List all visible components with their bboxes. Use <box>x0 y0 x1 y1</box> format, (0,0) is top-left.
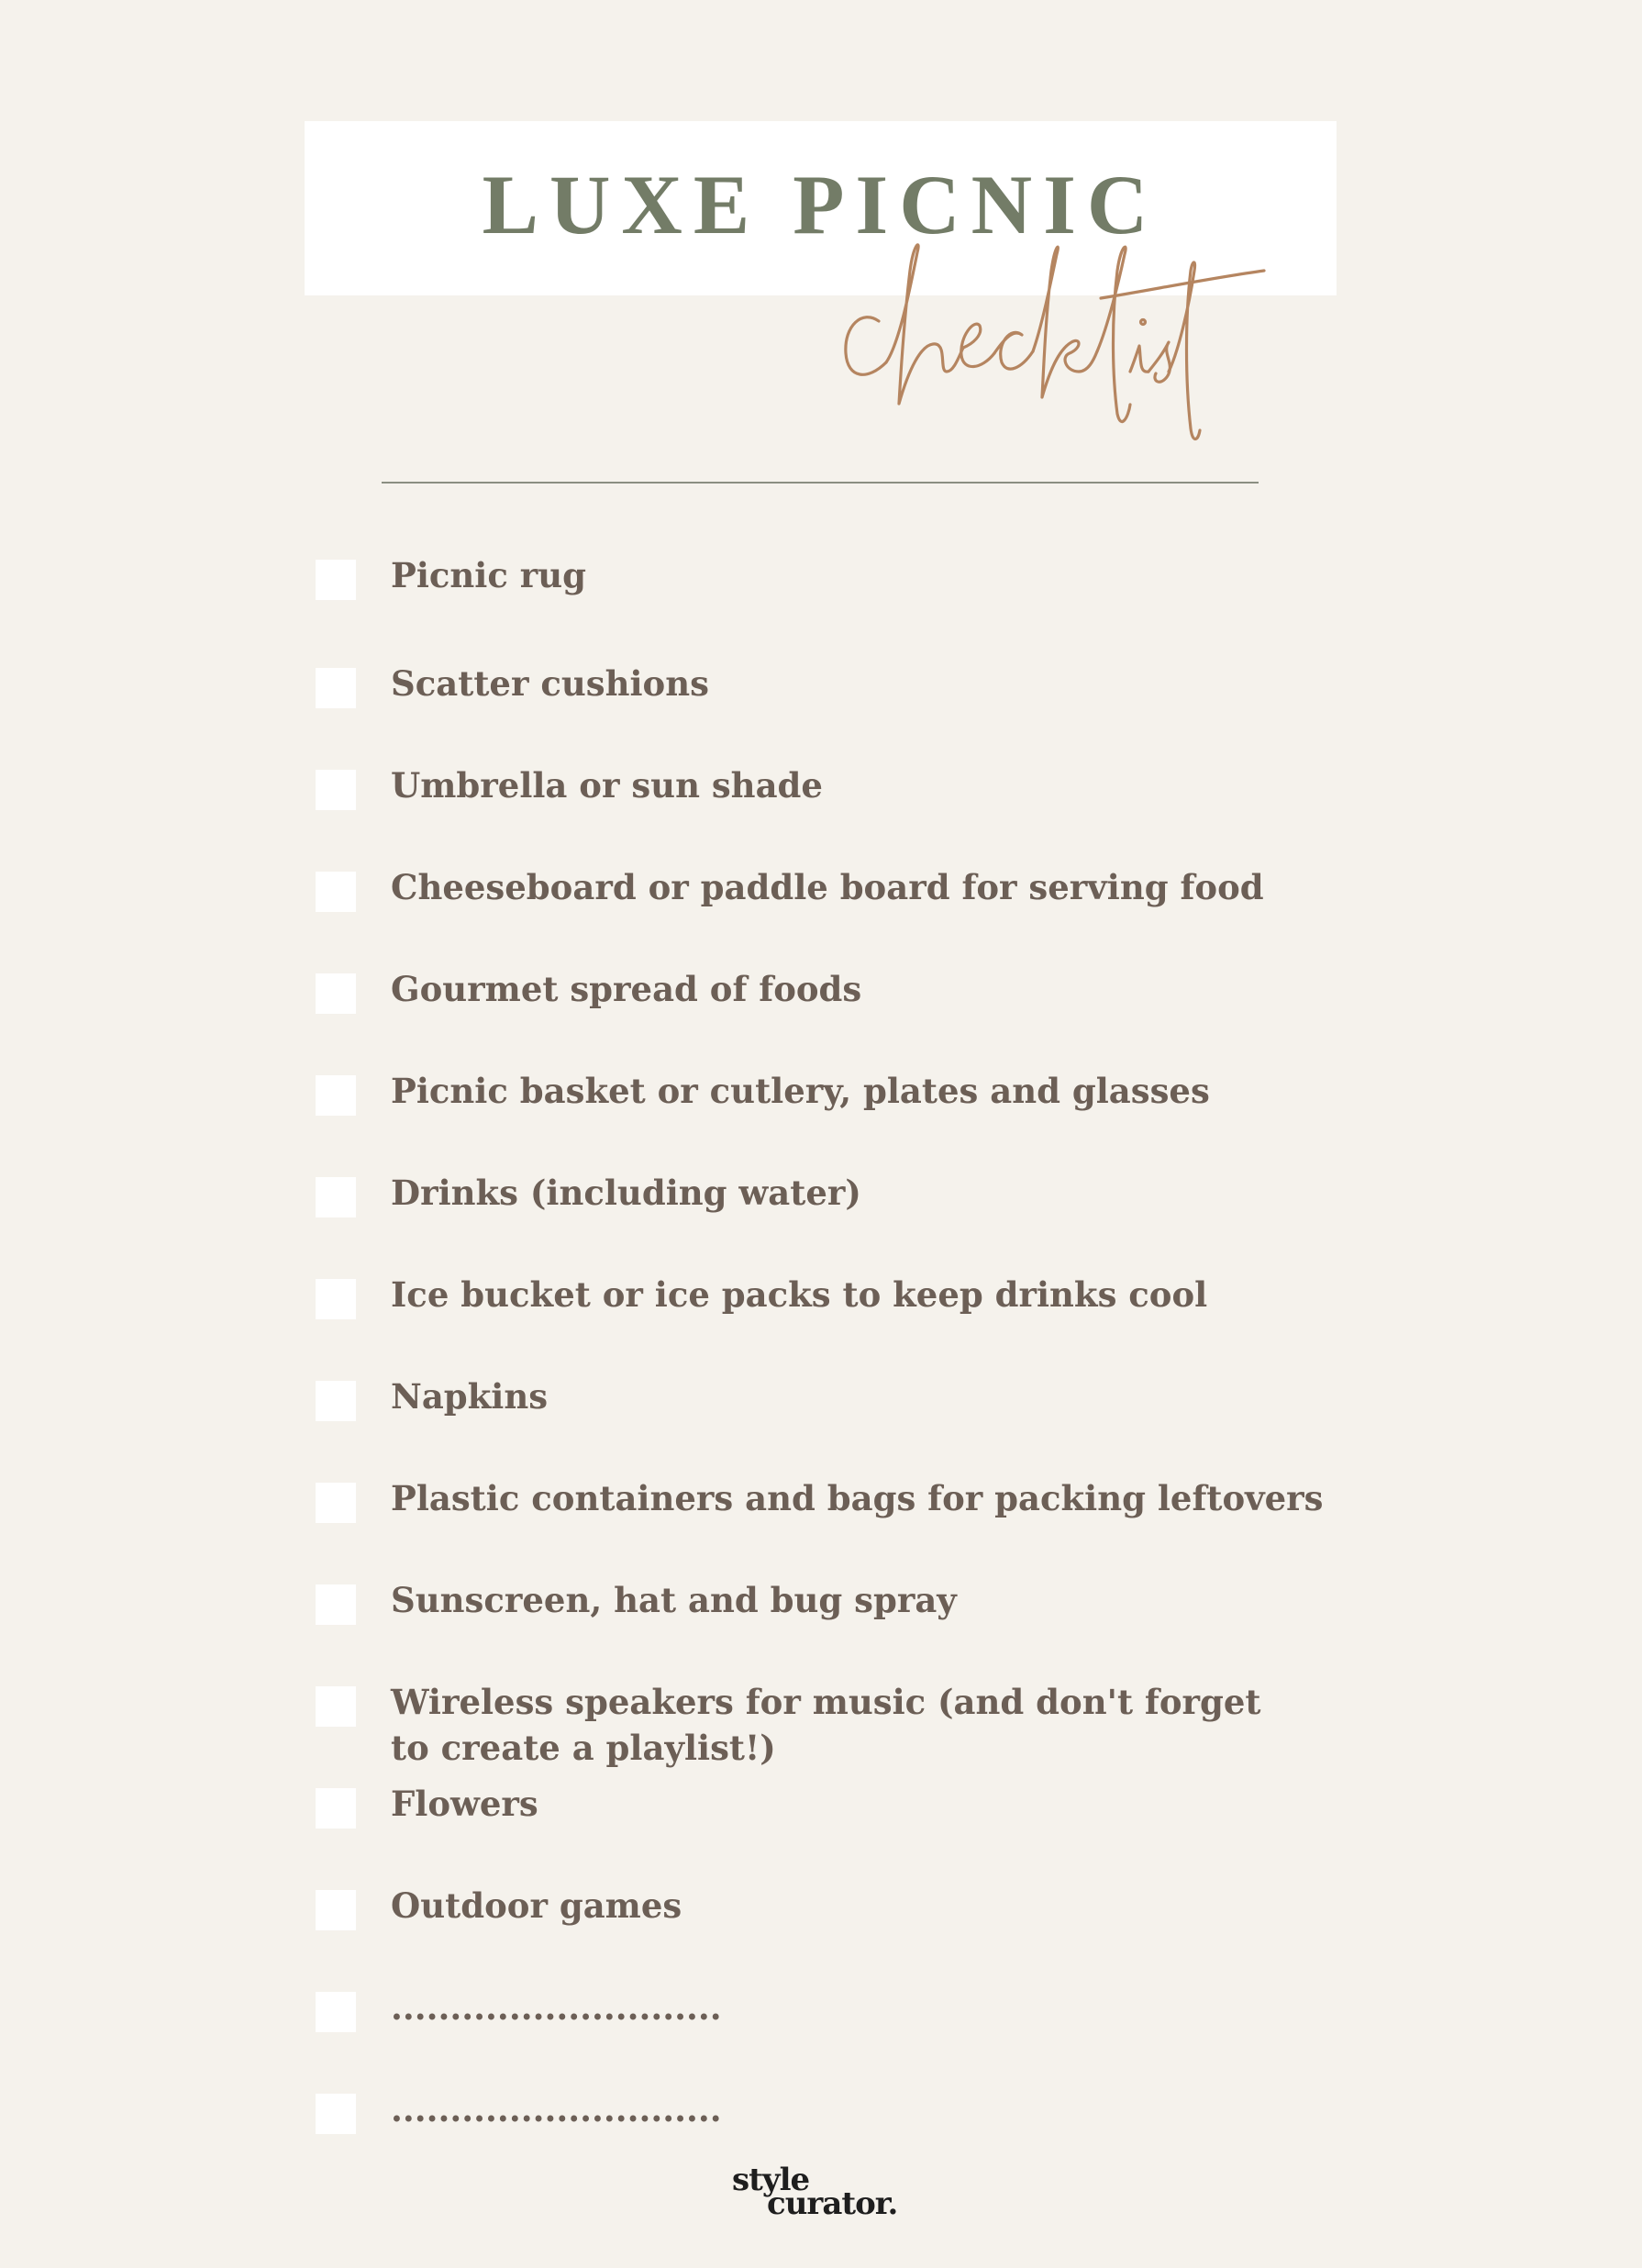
checklist-item-label: Picnic basket or cutlery, plates and glasses <box>391 1071 1210 1111</box>
checklist-item-label: Outdoor games <box>391 1885 682 1926</box>
script-subtitle <box>826 234 1284 445</box>
checkbox[interactable] <box>316 973 356 1014</box>
checklist-item-label: Flowers <box>391 1784 538 1824</box>
checkbox[interactable] <box>316 770 356 810</box>
checklist-item-label: Napkins <box>391 1376 549 1417</box>
checkbox[interactable] <box>316 1381 356 1421</box>
brand-logo <box>732 2163 915 2228</box>
checklist-item-label: ............................ <box>391 1987 722 2028</box>
checkbox[interactable] <box>316 1584 356 1625</box>
checkbox[interactable] <box>316 1686 356 1727</box>
checkbox[interactable] <box>316 1992 356 2032</box>
checklist-item-label: Plastic containers and bags for packing leftovers <box>391 1478 1324 1518</box>
checklist-item-label: Sunscreen, hat and bug spray <box>391 1580 957 1620</box>
checkbox[interactable] <box>316 1075 356 1116</box>
script-subtitle-graphic <box>826 234 1284 445</box>
checkbox[interactable] <box>316 668 356 708</box>
checklist-item-label: Umbrella or sun shade <box>391 765 823 806</box>
checklist-item-label: Picnic rug <box>391 555 587 595</box>
title-divider <box>382 482 1259 484</box>
checkbox[interactable] <box>316 560 356 600</box>
checklist-item-label: Wireless speakers for music (and don't forget to create a playlist!) <box>391 1682 1261 1768</box>
checklist-item-label: Gourmet spread of foods <box>391 969 862 1009</box>
checklist-item-label: Drinks (including water) <box>391 1173 861 1213</box>
checkbox[interactable] <box>316 1890 356 1930</box>
checklist-item-label: Cheeseboard or paddle board for serving food <box>391 867 1264 907</box>
checkbox[interactable] <box>316 1279 356 1319</box>
checkbox[interactable] <box>316 1483 356 1523</box>
checkbox[interactable] <box>316 872 356 912</box>
checkbox[interactable] <box>316 1788 356 1829</box>
checklist-item-label: ............................ <box>391 2089 722 2129</box>
brand-logo-line2: curator. <box>767 2185 898 2222</box>
checklist-item-label: Scatter cushions <box>391 663 709 704</box>
checklist-item-label: Ice bucket or ice packs to keep drinks cool <box>391 1274 1208 1315</box>
checkbox[interactable] <box>316 1177 356 1217</box>
brand-logo-line1: style <box>732 2162 810 2198</box>
page-title: LUXE PICNIC <box>482 158 1159 251</box>
checkbox[interactable] <box>316 2094 356 2134</box>
